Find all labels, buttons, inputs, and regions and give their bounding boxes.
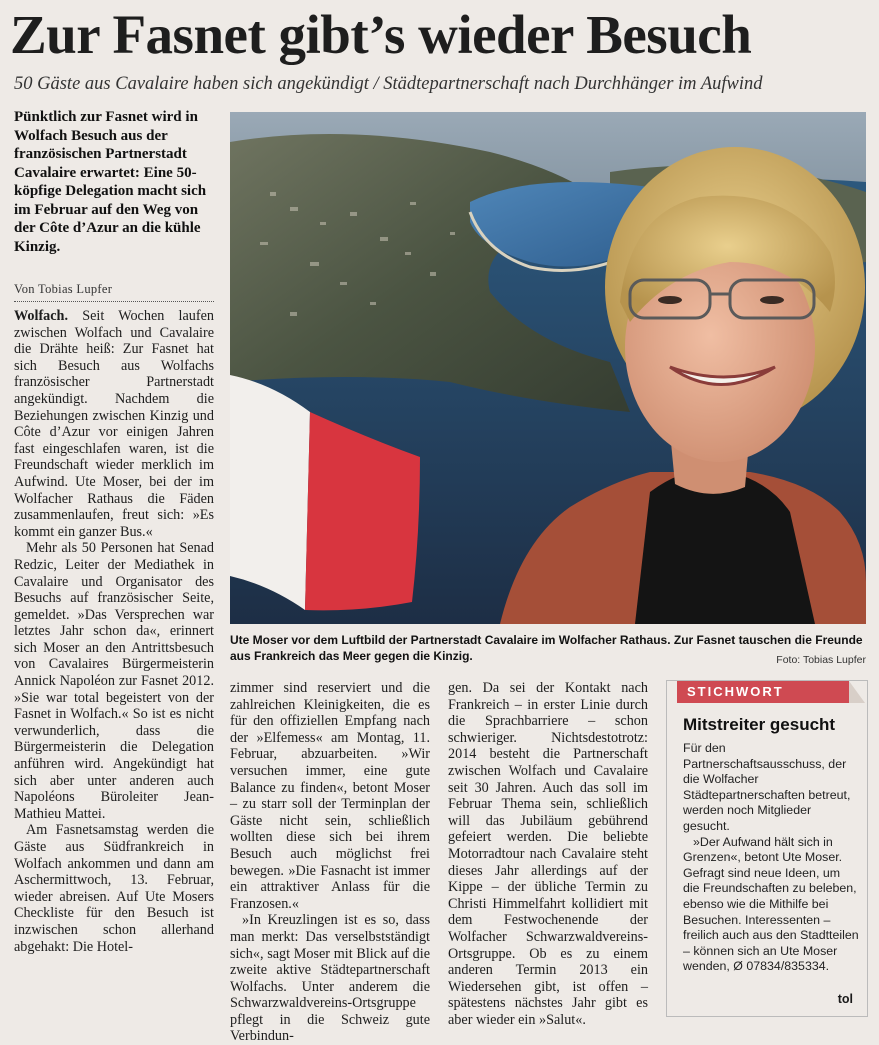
dateline: Wolfach. — [14, 308, 68, 324]
author-signature: tol — [837, 992, 853, 1006]
body-column-2 — [230, 680, 430, 1045]
author-byline: Von Tobias Lupfer — [14, 282, 214, 302]
lead-paragraph: Pünktlich zur Fasnet wird in Wolfach Besuch aus der französischen Partnerstadt Cavalaire erwartet: Eine 50-köpfige Delegation macht sich im Februar auf den Weg von der Côte d’Azur an die kühle Kinzig. — [14, 109, 207, 255]
headline: Zur Fasnet gibt’s wieder Besuch — [10, 4, 752, 65]
subheadline: 50 Gäste aus Cavalaire haben sich angekündigt / Städtepartnerschaft nach Durchhänger im Aufwind — [14, 74, 763, 94]
body-text-1: Seit Wochen laufen zwischen Wolfach und Cavalaire die Drähte heiß: Zur Fasnet hat sich Besuch aus Wolfachs französischer Partnerstadt angekündigt. Nachdem die Beziehungen zwischen Kinzig und Côte d’Azur vor einigen Jahren fast eingeschlafen waren, ist die Freundschaft wieder merklich im Aufwind. Ute Moser, bei der im Wolfacher Rathaus die Fäden zusammenlaufen, freut sich: »Es kommt ein ganzer Bus.« — [14, 308, 214, 540]
body-column-1 — [14, 308, 214, 955]
stichwort-tag: STICHWORT — [677, 681, 849, 703]
stichwort-paragraph-2: »Der Aufwand hält sich in Grenzen«, betont Ute Moser. Gefragt sind neue Ideen, um die Freundschaften zu beleben, ebenso wie die Mithilfe bei Besuchen. Interessenten – freilich auch aus den Stadtteilen – können sich an Ute Moser wenden, Ø 07834/835334. — [683, 834, 859, 974]
stichwort-text — [683, 741, 859, 975]
body-paragraph-5: »In Kreuzlingen ist es so, dass man merkt: Das verselbstständigt sich«, sagt Moser mit Blick auf die zweite aktive Städtepartnerschaft Wolfachs. Unter anderem die Schwarzwaldvereins-Ortsgruppe pflegt in die Schweiz gute Verbindun- — [230, 912, 430, 1045]
tag-fold-icon — [849, 681, 865, 703]
photo-credit: Foto: Tobias Lupfer — [776, 654, 866, 666]
stichwort-box — [666, 680, 868, 1017]
body-paragraph-1 — [14, 308, 214, 540]
stichwort-paragraph-1: Für den Partnerschaftsausschuss, der die Wolfacher Städtepartnerschaften betreut, werden noch Mitglieder gesucht. — [683, 741, 851, 833]
photo-illustration — [230, 112, 866, 624]
stichwort-title: Mitstreiter gesucht — [683, 715, 836, 734]
body-paragraph-2: Mehr als 50 Personen hat Senad Redzic, Leiter der Mediathek in Cavalaire und Organisator des Besuchs auf französischer Seite, gemeldet. »Das Versprechen war letztes Jahr schon da«, erinnert sich Moser an den Antrittsbesuch von Cavalaires Bürgermeisterin Annick Napoléon zur Fasnet 2012. »Sie war total begeistert von der Fasnet in Wolfach.« So ist es nicht verwunderlich, dass die Bürgermeisterin die Delegation anführen wird. Angekündigt hat sich aber unter anderen auch Napoléons Büroleiter Jean-Mathieu Mattei. — [14, 540, 214, 822]
body-column-3 — [448, 680, 648, 1028]
body-paragraph-4: zimmer sind reserviert und die zahlreichen Kleinigkeiten, die es für den offiziellen Empfang nach der »Elfemess« am Montag, 11. Februar, abzuarbeiten. »Wir versuchen immer, eine gute Balance zu finden«, betont Moser – zu starr soll der Terminplan der Gäste nicht sein, schließlich wollten diese sich bei ihrem Besuch auch möglichst frei bewegen. »Die Fasnacht ist immer ein attraktiver Anlass für die Franzosen.« — [230, 680, 430, 912]
article-photo — [230, 112, 866, 624]
body-paragraph-3: Am Fasnetsamstag werden die Gäste aus Südfrankreich in Wolfach ankommen und dann am Aschermittwoch, 13. Februar, wieder abreisen. Auf Ute Mosers Checkliste für den Besuch ist inzwischen schon allerhand abgehakt: Die Hotel- — [14, 822, 214, 955]
photo-caption: Ute Moser vor dem Luftbild der Partnerstadt Cavalaire im Wolfacher Rathaus. Zur Fasnet tauschen die Freunde aus Frankreich das Meer gegen die Kinzig. — [230, 633, 863, 663]
body-paragraph-6: gen. Da sei der Kontakt nach Frankreich – in erster Linie durch die Sprachbarriere – schon schwieriger. Nichtsdestotrotz: 2014 besteht die Partnerschaft zwischen Wolfach und Cavalaire seit 30 Jahren. Auch das soll im Februar Thema sein, schließlich will das Jubiläum gebührend gefeiert werden. Die beliebte Motorradtour nach Cavalaire steht dieses Jahr allerdings auf der Kippe – der übliche Termin zu Christi Himmelfahrt kollidiert mit dem Festwochenende der Wolfacher Schwarzwaldvereins-Ortsgruppe. Ob es zu einem anderen Termin 2013 ein Wiedersehen gibt, ist offen – spätestens nächstes Jahr gibt es aber wieder ein »Salut«. — [448, 680, 648, 1028]
